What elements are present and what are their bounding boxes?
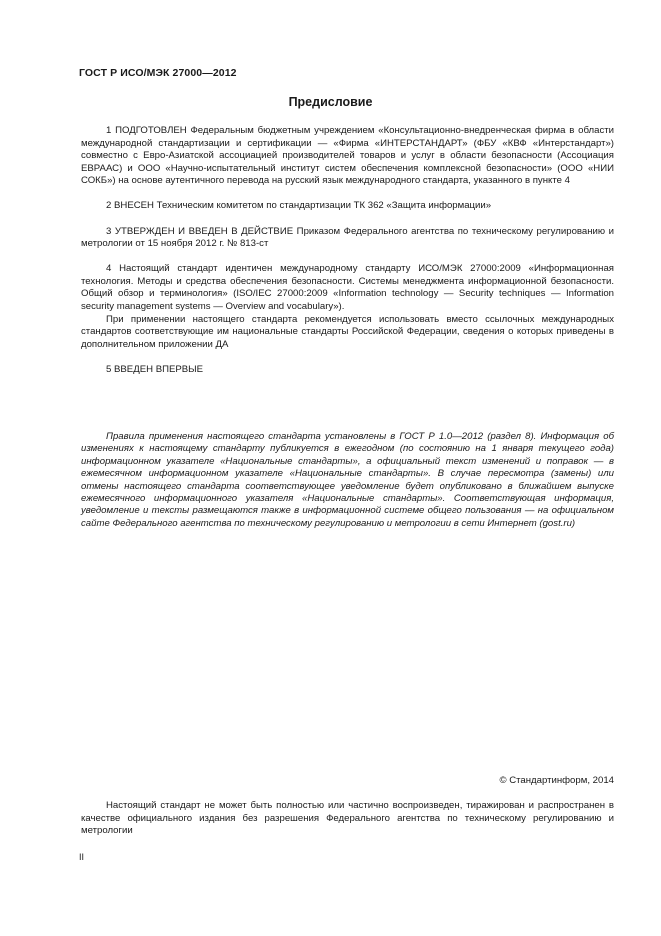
usage-rules-text: Правила применения настоящего стандарта установлены в ГОСТ Р 1.0—2012 (раздел 8). Информация об изменениях к настоящему стандарту публикуется в ежегодном (по состоянию на 1 января текущего года) информационном указателе «Национальные стандарты», а официальный текст изменений и поправок — в ежемесячном информационном указателе «Национальные стандарты». В случае пересмотра (замены) или отмены настоящего стандарта соответствующее уведомление будет опубликовано в ближайшем выпуске ежемесячного информационного указателя «Национальные стандарты». Соответствующая информация, уведомление и тексты размещаются также в информационной системе общего пользования — на официальном сайте Федерального агентства по техническому регулированию и метрологии в сети Интернет (gost.ru) (81, 431, 614, 529)
copyright: © Стандартинформ, 2014 (499, 775, 614, 786)
paragraph-2: 2 ВНЕСЕН Техническим комитетом по стандартизации ТК 362 «Защита информации» (106, 200, 492, 212)
paragraph-5: 5 ВВЕДЕН ВПЕРВЫЕ (106, 363, 204, 375)
paragraph-4: 4 Настоящий стандарт идентичен международному стандарту ИСО/МЭК 27000:2009 «Информационная технология. Методы и средства обеспечения безопасности. Системы менеджмента информационной безопасности. Общий обзор и терминология» (ISO/IEC 27000:2009 «Information technology — Security techniques — Information security management systems — Overview and vocabulary»). (81, 263, 614, 313)
foreword-body (81, 125, 614, 377)
reproduction-notice-text: Настоящий стандарт не может быть полностью или частично воспроизведен, тиражирован и распространен в качестве официального издания без разрешения Федерального агентства по техническому регулированию и метрологии (81, 800, 614, 837)
section-title: Предисловие (288, 95, 373, 109)
paragraph-1: 1 ПОДГОТОВЛЕН Федеральным бюджетным учреждением «Консультационно-внедренческая фирма в области международной стандартизации и сертификации — «Фирма «ИНТЕРСТАНДАРТ» (ФБУ «КВФ «Интерстандарт») совместно с Евро-Азиатской ассоциацией производителей товаров и услуг в области безопасности (Ассоциация ЕВРААС) и ООО «Научно-испытательный институт систем обеспечения комплексной безопасности» (ООО «НИИ СОКБ») на основе аутентичного перевода на русский язык международного стандарта, указанного в пункте 4 (81, 125, 614, 187)
reproduction-notice (81, 800, 614, 838)
document-header: ГОСТ Р ИСО/МЭК 27000—2012 (79, 67, 237, 79)
usage-rules-note (81, 431, 614, 530)
page-number: II (79, 852, 85, 862)
paragraph-3: 3 УТВЕРЖДЕН И ВВЕДЕН В ДЕЙСТВИЕ Приказом Федерального агентства по техническому регулированию и метрологии от 15 ноября 2012 г. № 813-ст (81, 225, 614, 250)
paragraph-4-note: При применении настоящего стандарта рекомендуется использовать вместо ссылочных международных стандартов соответствующие им национальные стандарты Российской Федерации, сведения о которых приведены в дополнительном приложении ДА (81, 313, 614, 350)
